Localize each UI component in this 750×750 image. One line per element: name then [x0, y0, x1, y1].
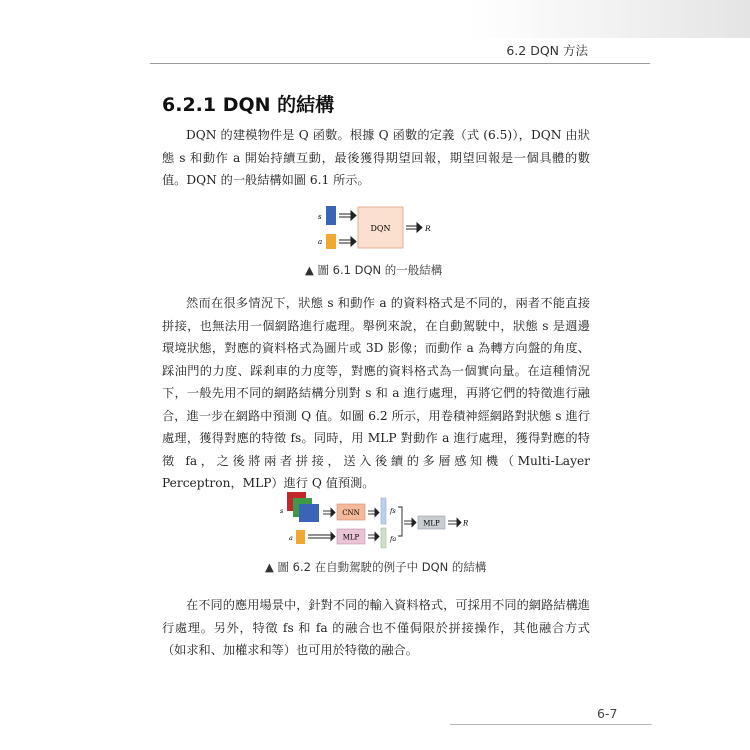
section-title: 6.2.1 DQN 的結構	[162, 94, 335, 116]
fig2-fs-label: fs	[390, 507, 396, 515]
header-rule	[150, 63, 650, 64]
fig1-dqn-label: DQN	[370, 224, 391, 233]
paragraph-2: 然而在很多情況下，狀態 s 和動作 a 的資料格式是不同的，兩者不能直接拼接，也無法用一個網路進行處理。舉例來說，在自動駕駛中，狀態 s 是週邊環境狀態，對應的資料格式為圖片或 3D 影像；而動作 a 為轉方向盤的角度、踩油門的力度、踩剎車的力度等，對應的資料格式為一個實向量。在這種情況下，一般先用不同的網路結構分別對 s 和 a 進行處理，再將它們的特徵進行融合，進一步在網路中預測 Q 值。如圖 6.2 所示，用卷積神經網路對狀態 s 進行處理，獲得對應的特徵 fs。同時，用 MLP 對動作 a 進行處理，獲得對應的特徵 fa，之後將兩者拼接，送入後續的多層感知機（Multi-Layer Perceptron，MLP）進行 Q 值預測。	[162, 296, 590, 490]
paragraph-3: 在不同的應用場景中，針對不同的輸入資料格式，可採用不同的網路結構進行處理。另外，特徵 fs 和 fa 的融合也不僅侷限於拼接操作，其他融合方式（如求和、加權求和等）也可用於特徵的融合。	[162, 598, 590, 657]
fig2-arrow-concat-mlp	[404, 519, 416, 527]
paragraph-1: DQN 的建模物件是 Q 函數。根據 Q 函數的定義（式 (6.5)），DQN 由狀態 s 和動作 a 開始持續互動，最後獲得期望回報，期望回報是一個具體的數值。DQN 的一般結構如圖 6.1 所示。	[162, 128, 590, 187]
fig2-image-blue-layer	[299, 504, 319, 522]
fig1-r-label: R	[425, 224, 431, 233]
header-band	[470, 0, 750, 38]
fig2-arrow-cnn-fs	[368, 509, 379, 517]
fig2-arrow-s-cnn	[323, 509, 335, 517]
fig2-arrow-a-mlp	[308, 533, 335, 541]
fig2-fa-label: fa	[390, 535, 397, 543]
fig1-state-box	[326, 206, 336, 225]
footer-rule	[450, 724, 652, 725]
fig1-s-label: s	[318, 213, 322, 221]
fig2-concat-bracket	[398, 507, 402, 536]
figure-6-1-diagram	[315, 203, 440, 255]
running-header: 6.2 DQN 方法	[506, 43, 588, 58]
fig2-fa-bar	[381, 528, 386, 548]
figure-6-1-caption: ▲ 圖 6.1 DQN 的一般結構	[305, 263, 443, 277]
fig2-r-label: R	[463, 519, 469, 528]
figure-6-2-diagram	[277, 489, 477, 553]
fig2-arrow-mlp-fa	[368, 533, 379, 541]
fig2-mlp1-label: MLP	[342, 533, 360, 542]
fig2-cnn-label: CNN	[342, 509, 360, 517]
fig1-arrow-a	[339, 237, 356, 246]
fig2-mlp2-label: MLP	[423, 519, 440, 528]
fig2-action-box	[296, 530, 305, 544]
page-number: 6-7	[597, 706, 618, 721]
fig2-fs-bar	[381, 498, 386, 524]
fig1-arrow-out	[406, 223, 422, 232]
fig1-a-label: a	[318, 238, 323, 246]
fig2-s-label: s	[280, 507, 284, 515]
fig1-action-box	[326, 234, 336, 249]
fig1-arrow-s	[339, 211, 356, 220]
fig2-arrow-out	[448, 519, 461, 527]
figure-6-2-caption: ▲ 圖 6.2 在自動駕駛的例子中 DQN 的結構	[265, 560, 487, 574]
fig2-a-label: a	[289, 534, 293, 542]
